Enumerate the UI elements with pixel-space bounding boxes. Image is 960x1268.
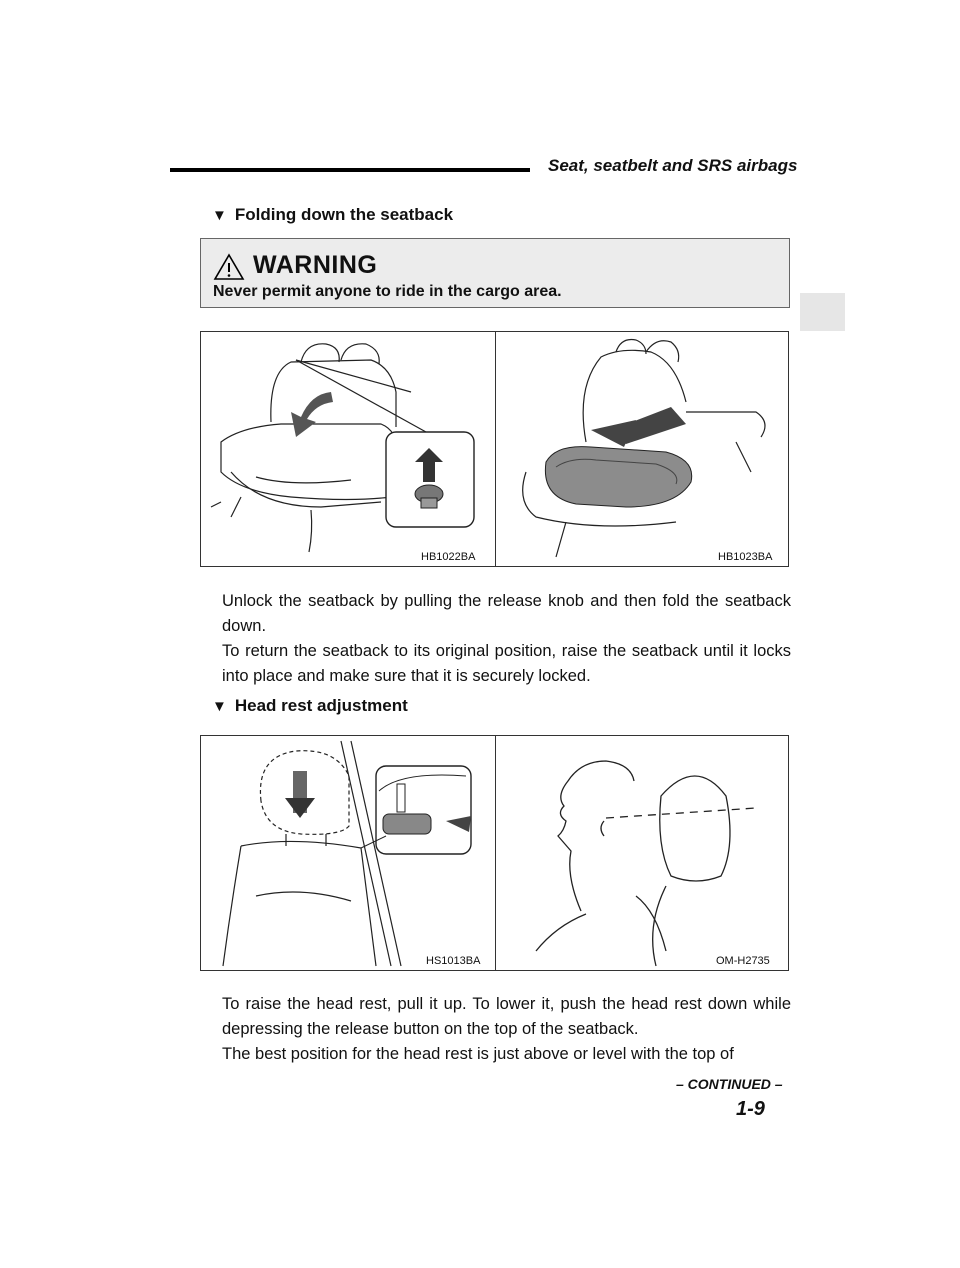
warning-triangle-icon xyxy=(213,253,245,281)
continued-note: – CONTINUED – xyxy=(676,1076,783,1092)
header-rule xyxy=(170,168,530,172)
paragraph-line: To raise the head rest, pull it up. To lower it, push the head rest down while depressing the release button on the top of the seatback. xyxy=(222,995,791,1038)
section-heading-folding xyxy=(212,205,453,225)
paragraph-line: Unlock the seatback by pulling the release knob and then fold the seatback down. xyxy=(222,592,791,635)
warning-title: WARNING xyxy=(253,251,378,279)
section-heading-text: Head rest adjustment xyxy=(234,696,408,715)
chapter-tab xyxy=(800,293,845,331)
section-marker-icon: ▼ xyxy=(212,207,227,224)
figure-code-right: OM-H2735 xyxy=(716,955,770,967)
headrest-release-button-illustration xyxy=(201,736,495,970)
section-marker-icon: ▼ xyxy=(212,698,227,715)
warning-text: Never permit anyone to ride in the cargo area. xyxy=(213,283,562,300)
paragraph-folding-instructions xyxy=(222,589,791,689)
paragraph-headrest-instructions xyxy=(222,992,791,1067)
figure-headrest xyxy=(200,735,789,971)
rear-seat-release-knob-illustration xyxy=(201,332,495,566)
paragraph-line: To return the seatback to its original position, raise the seatback until it locks into place and make sure that it is securely locked. xyxy=(222,642,791,685)
head-position-illustration xyxy=(496,736,790,970)
section-heading-headrest xyxy=(212,696,408,716)
figure-code-right: HB1023BA xyxy=(718,551,773,563)
warning-box xyxy=(200,238,790,308)
running-header: Seat, seatbelt and SRS airbags xyxy=(548,156,798,175)
paragraph-line: The best position for the head rest is just above or level with the top of xyxy=(222,1045,734,1063)
page-number: 1-9 xyxy=(736,1098,765,1120)
figure-code-left: HB1022BA xyxy=(421,551,476,563)
figure-code-left: HS1013BA xyxy=(426,955,481,967)
section-heading-text: Folding down the seatback xyxy=(234,205,454,224)
folded-seatback-illustration xyxy=(496,332,790,566)
figure-seatback xyxy=(200,331,789,567)
